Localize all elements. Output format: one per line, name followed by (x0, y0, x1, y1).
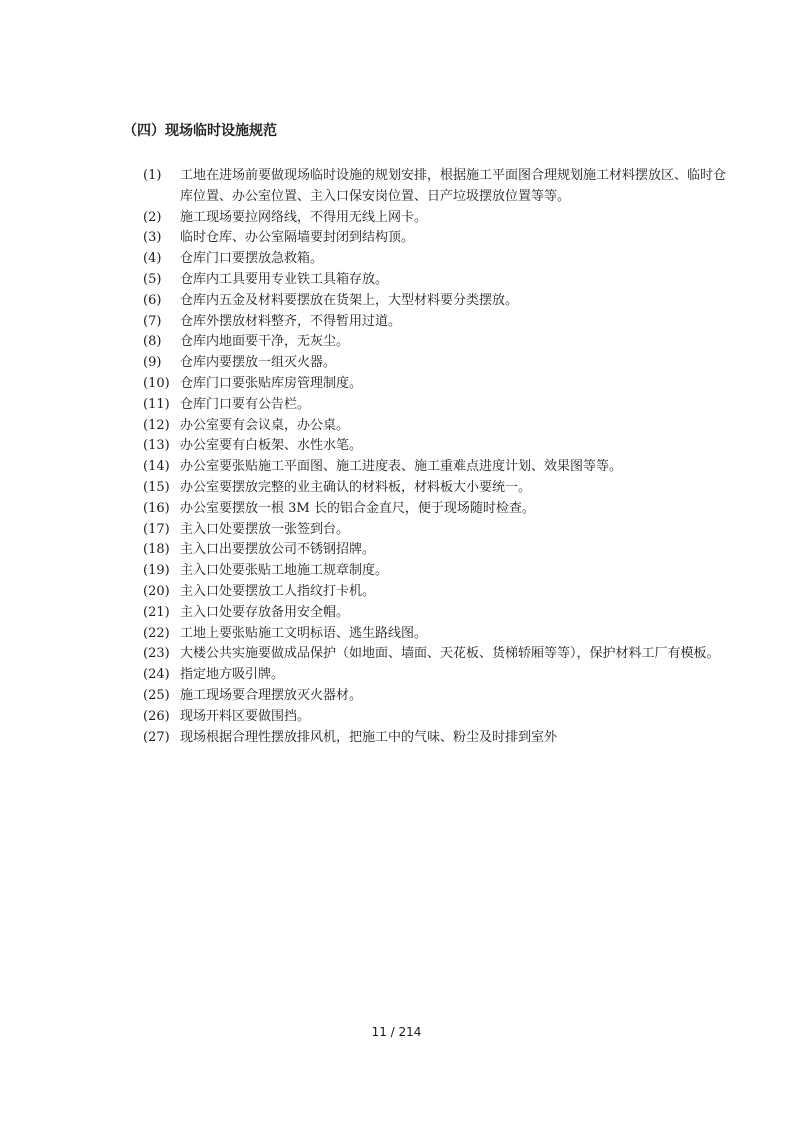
item-number: (24) (143, 667, 170, 683)
item-number: (9) (143, 355, 162, 371)
item-number: (19) (143, 563, 170, 579)
item-text: 办公室要张贴施工平面图、施工进度表、施工重难点进度计划、效果图等等。 (180, 459, 623, 475)
list-item (143, 353, 733, 374)
item-number: (12) (143, 417, 170, 433)
item-text: 仓库门口要摆放急救箱。 (180, 251, 324, 267)
item-number: (21) (143, 604, 170, 620)
list-item (143, 374, 733, 395)
list-item (143, 540, 733, 561)
list-item (143, 707, 733, 728)
item-text: 仓库内要摆放一组灭火器。 (180, 355, 337, 371)
item-number: (4) (143, 251, 162, 267)
list-item (143, 249, 733, 270)
item-number: (10) (143, 375, 170, 391)
list-item (143, 416, 733, 437)
item-text: 主入口处要存放备用安全帽。 (180, 604, 350, 620)
item-number: (25) (143, 687, 170, 703)
item-number: (14) (143, 459, 170, 475)
item-text: 主入口处要张贴工地施工规章制度。 (180, 563, 389, 579)
item-number: (11) (143, 396, 170, 412)
list-item (143, 270, 733, 291)
list-item (143, 728, 733, 749)
page-number: 11 / 214 (371, 1025, 422, 1039)
item-text: 仓库外摆放材料整齐，不得暂用过道。 (180, 313, 402, 329)
regulation-list (143, 166, 733, 748)
item-number: (27) (143, 729, 170, 745)
list-item (143, 665, 733, 686)
item-text: 办公室要有白板架、水性水笔。 (180, 438, 363, 454)
item-text: 临时仓库、办公室隔墙要封闭到结构顶。 (180, 230, 415, 246)
item-text: 主入口处要摆放工人指纹打卡机。 (180, 583, 376, 599)
item-text: 工地上要张贴施工文明标语、逃生路线图。 (180, 625, 428, 641)
item-text: 仓库门口要有公告栏。 (180, 396, 311, 412)
section-title: （四）现场临时设施规范 (123, 123, 277, 139)
list-item (143, 686, 733, 707)
item-text: 办公室要摆放一根 3M 长的铝合金直尺，便于现场随时检查。 (180, 500, 535, 516)
list-item (143, 561, 733, 582)
item-number: (26) (143, 708, 170, 724)
item-text: 仓库内五金及材料要摆放在货架上，大型材料要分类摆放。 (180, 292, 519, 308)
list-item (143, 499, 733, 520)
item-text: 办公室要摆放完整的业主确认的材料板，材料板大小要统一。 (180, 479, 532, 495)
item-number: (6) (143, 292, 162, 308)
list-item (143, 208, 733, 229)
list-item (143, 520, 733, 541)
list-item (143, 457, 733, 478)
item-text: 主入口出要摆放公司不锈钢招牌。 (180, 542, 376, 558)
item-number: (20) (143, 583, 170, 599)
item-number: (22) (143, 625, 170, 641)
item-number: (3) (143, 230, 162, 246)
list-item (143, 395, 733, 416)
item-text: 指定地方吸引牌。 (180, 667, 285, 683)
list-item (143, 644, 733, 665)
list-item (143, 166, 733, 208)
item-text: 办公室要有会议桌，办公桌。 (180, 417, 350, 433)
item-number: (7) (143, 313, 162, 329)
list-item (143, 228, 733, 249)
item-text: 现场开料区要做围挡。 (180, 708, 311, 724)
item-number: (17) (143, 521, 170, 537)
item-number: (15) (143, 479, 170, 495)
item-text: 主入口处要摆放一张签到台。 (180, 521, 350, 537)
item-number: (13) (143, 438, 170, 454)
item-number: (23) (143, 646, 170, 662)
item-text: 大楼公共实施要做成品保护（如地面、墙面、天花板、货梯轿厢等等），保护材料工厂有模板。 (180, 646, 720, 662)
list-item (143, 291, 733, 312)
list-item (143, 582, 733, 603)
item-number: (8) (143, 334, 162, 350)
item-number: (1) (143, 168, 162, 183)
list-item (143, 332, 733, 353)
item-number: (2) (143, 209, 162, 225)
list-item (143, 312, 733, 333)
list-item (143, 478, 733, 499)
item-number: (5) (143, 271, 162, 287)
list-item (143, 624, 733, 645)
item-text: 工地在进场前要做现场临时设施的规划安排，根据施工平面图合理规划施工材料摆放区、临时仓库位置、办公室位置、主入口保安岗位置、日产垃圾摆放位置等等。 (180, 168, 727, 204)
list-item (143, 603, 733, 624)
item-text: 仓库内工具要用专业铁工具箱存放。 (180, 271, 389, 287)
item-text: 仓库门口要张贴库房管理制度。 (180, 375, 363, 391)
item-text: 施工现场要拉网络线，不得用无线上网卡。 (180, 209, 428, 225)
item-number: (16) (143, 500, 170, 516)
item-text: 仓库内地面要干净，无灰尘。 (180, 334, 350, 350)
item-number: (18) (143, 542, 170, 558)
item-text: 现场根据合理性摆放排风机，把施工中的气味、粉尘及时排到室外 (180, 729, 558, 745)
list-item (143, 436, 733, 457)
item-text: 施工现场要合理摆放灭火器材。 (180, 687, 363, 703)
